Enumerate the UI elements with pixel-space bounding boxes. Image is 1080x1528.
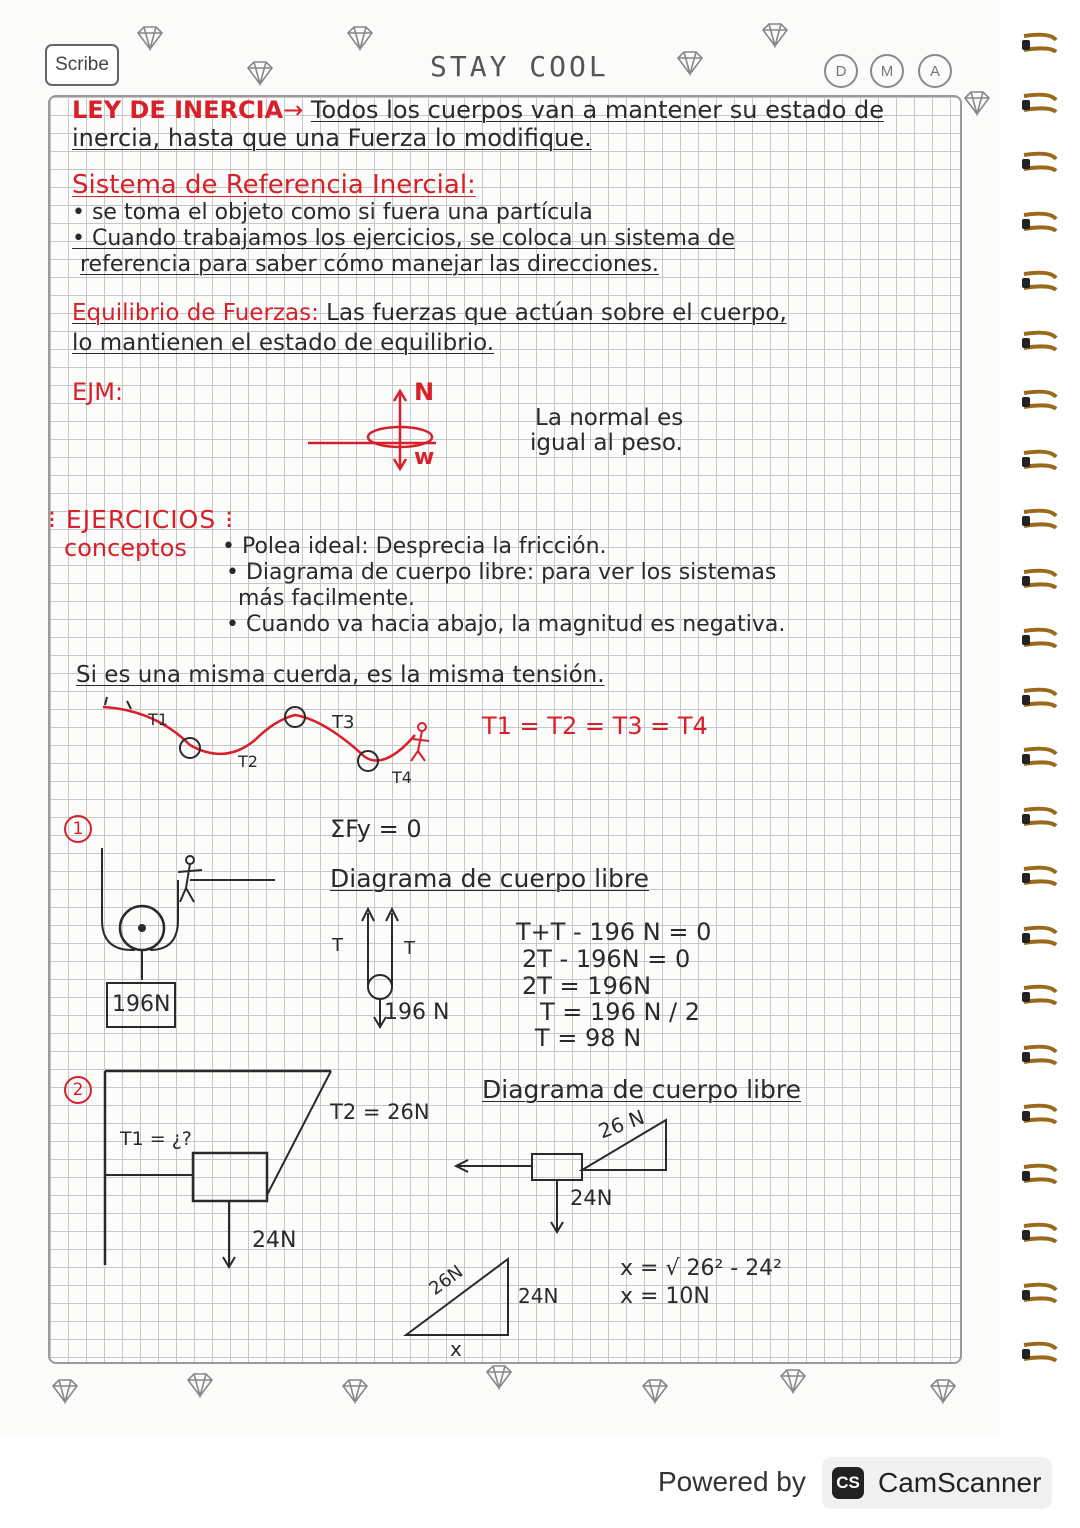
- exercise-2-number: 2: [64, 1076, 92, 1104]
- tension-equality: T1 = T2 = T3 = T4: [482, 712, 708, 740]
- equilibrio-text-2: lo mantienen el estado de equilibrio.: [72, 330, 495, 356]
- tension-3-label: T3: [332, 712, 355, 733]
- spiral-ring-icon: [1020, 387, 1058, 415]
- powered-by-text: Powered by: [658, 1466, 806, 1497]
- tension-4-label: T4: [392, 768, 412, 787]
- spiral-ring-icon: [1020, 1101, 1058, 1129]
- ejercicios-heading: ⁝ EJERCICIOS ⁝: [48, 505, 235, 534]
- triangle-hypotenuse-label: 26N: [425, 1261, 468, 1300]
- exercise-2-weight: 24N: [252, 1228, 297, 1253]
- normal-label: N: [414, 378, 435, 406]
- sistema-bullet-2: • Cuando trabajamos los ejercicios, se coloca un sistema de: [72, 226, 735, 251]
- tension-left-label: T: [332, 935, 343, 956]
- badge-a: A: [918, 54, 952, 88]
- spiral-ring-icon: [1020, 982, 1058, 1010]
- fbd-force-24n: 24N: [570, 1186, 613, 1210]
- spiral-ring-icon: [1020, 685, 1058, 713]
- sistema-bullet-3: referencia para saber cómo manejar las direcciones.: [80, 252, 659, 277]
- diamond-icon: [928, 1378, 958, 1404]
- solution-step-1: T+T - 196 N = 0: [516, 918, 712, 946]
- exercise-2-dcl-title: Diagrama de cuerpo libre: [482, 1075, 802, 1104]
- inercia-heading: LEY DE INERCIA: [72, 96, 284, 124]
- spiral-ring-icon: [1020, 566, 1058, 594]
- badge-d: D: [824, 54, 858, 88]
- spiral-ring-icon: [1020, 1339, 1058, 1367]
- camscanner-brand: CamScanner: [878, 1467, 1042, 1498]
- spiral-ring-icon: [1020, 625, 1058, 653]
- ejemplo-note-2: igual al peso.: [530, 430, 683, 456]
- tension-2-value: T2 = 26N: [330, 1100, 430, 1124]
- inercia-line-1: [72, 96, 884, 124]
- fbd-force-26n: 26 N: [595, 1104, 648, 1144]
- tension-right-label: T: [404, 938, 415, 959]
- equilibrio-line-1: [72, 300, 787, 326]
- concepto-1: • Polea ideal: Desprecia la fricción.: [222, 534, 607, 559]
- exercise-1-number: 1: [64, 815, 92, 843]
- solution-result: T = 98 N: [535, 1024, 642, 1052]
- camscanner-icon: CS: [832, 1467, 864, 1499]
- sum-forces-y: ΣFy = 0: [330, 815, 422, 843]
- concepto-4: • Cuando va hacia abajo, la magnitud es negativa.: [226, 612, 786, 637]
- tension-2-label: T2: [238, 752, 258, 771]
- diamond-icon: [778, 1368, 808, 1394]
- spiral-ring-icon: [1020, 923, 1058, 951]
- exercise-2-free-body-diagram: [450, 1110, 680, 1235]
- diamond-icon: [484, 1364, 514, 1390]
- spiral-ring-icon: [1020, 506, 1058, 534]
- diamond-icon: [340, 1378, 370, 1404]
- spiral-ring-icon: [1020, 1042, 1058, 1070]
- fbd-weight-label: 196 N: [384, 1000, 450, 1025]
- equilibrio-heading: Equilibrio de Fuerzas:: [72, 300, 319, 326]
- concepto-3: más facilmente.: [238, 586, 415, 611]
- spiral-ring-icon: [1020, 744, 1058, 772]
- concepto-2: • Diagrama de cuerpo libre: para ver los sistemas: [226, 560, 777, 585]
- exercise-1-dcl-title: Diagrama de cuerpo libre: [330, 864, 650, 893]
- solution-step-3: 2T = 196N: [522, 972, 652, 1000]
- inercia-text-2: inercia, hasta que una Fuerza lo modifique.: [72, 124, 592, 152]
- diamond-icon: [640, 1378, 670, 1404]
- spiral-ring-icon: [1020, 268, 1058, 296]
- spiral-ring-icon: [1020, 1161, 1058, 1189]
- sistema-heading: Sistema de Referencia Inercial:: [72, 170, 476, 200]
- spiral-ring-icon: [1020, 1220, 1058, 1248]
- diamond-icon: [675, 50, 705, 76]
- spiral-ring-icon: [1020, 1280, 1058, 1308]
- equilibrio-text-1: Las fuerzas que actúan sobre el cuerpo,: [326, 300, 787, 326]
- solution-step-4: T = 196 N / 2: [540, 998, 701, 1026]
- page-title: STAY COOL: [430, 50, 609, 83]
- spiral-ring-icon: [1020, 328, 1058, 356]
- badge-m: M: [870, 54, 904, 88]
- ejercicios-title: EJERCICIOS: [65, 505, 217, 534]
- spiral-ring-icon: [1020, 30, 1058, 58]
- arrow-right-icon: →: [283, 96, 304, 124]
- conceptos-label: conceptos: [64, 534, 187, 562]
- tension-1-label: T1: [148, 710, 168, 729]
- diamond-icon: [50, 1378, 80, 1404]
- spiral-ring-icon: [1020, 90, 1058, 118]
- scribe-logo: Scribe: [45, 44, 119, 86]
- camscanner-logo: [822, 1457, 1052, 1509]
- box-weight-label: 196N: [112, 992, 171, 1017]
- inercia-text-1: Todos los cuerpos van a mantener su estado de: [310, 96, 885, 124]
- cuerda-text: Si es una misma cuerda, es la misma tensión.: [76, 662, 605, 688]
- tension-1-unknown: T1 = ¿?: [120, 1128, 192, 1150]
- sistema-bullet-1: • se toma el objeto como si fuera una partícula: [72, 200, 593, 225]
- spiral-ring-icon: [1020, 209, 1058, 237]
- exercise-2-diagram: [95, 1065, 345, 1275]
- diamond-icon: [760, 22, 790, 48]
- weight-label: w: [414, 445, 435, 470]
- diamond-icon: [135, 25, 165, 51]
- diamond-icon: [245, 60, 275, 86]
- ejemplo-label: EJM:: [72, 378, 124, 406]
- diamond-icon: [185, 1372, 215, 1398]
- diamond-icon: [962, 90, 992, 116]
- triangle-base-label: x: [450, 1337, 462, 1361]
- pythagoras-result: x = 10N: [620, 1284, 710, 1309]
- triangle-side-label: 24N: [518, 1284, 559, 1308]
- spiral-ring-icon: [1020, 804, 1058, 832]
- spiral-ring-icon: [1020, 149, 1058, 177]
- pythagoras-formula: x = √ 26² - 24²: [620, 1256, 783, 1281]
- solution-step-2: 2T - 196N = 0: [522, 945, 691, 973]
- diamond-icon: [345, 25, 375, 51]
- spiral-ring-icon: [1020, 863, 1058, 891]
- spiral-ring-icon: [1020, 447, 1058, 475]
- ejemplo-note-1: La normal es: [535, 405, 684, 431]
